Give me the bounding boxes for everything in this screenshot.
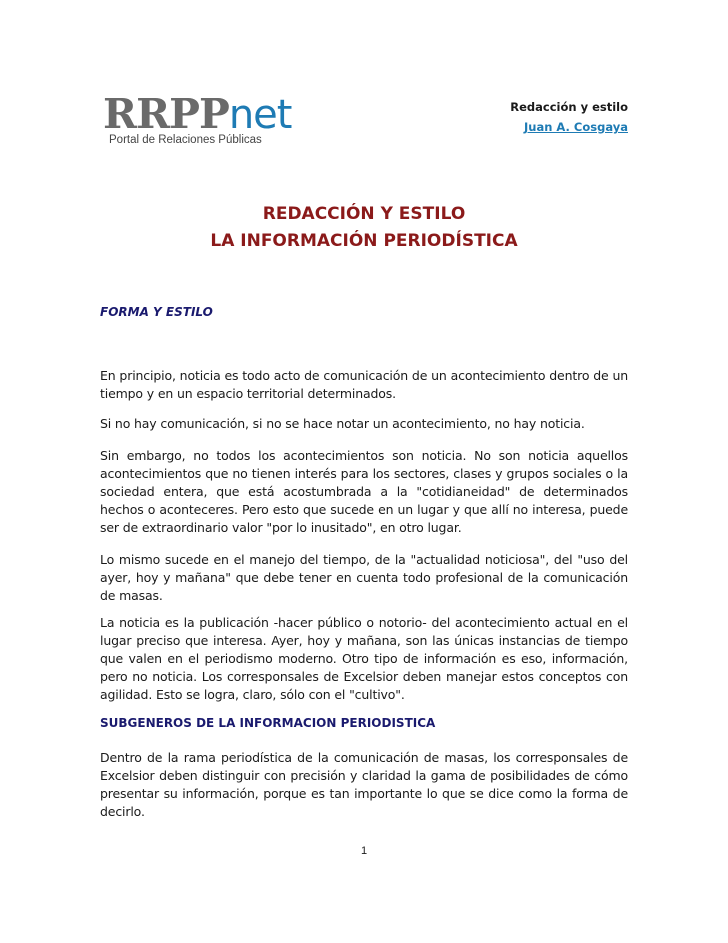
logo-word-accent: net: [228, 92, 292, 138]
paragraph: En principio, noticia es todo acto de comunicación de un acontecimiento dentro de un tiempo y en un espacio territorial determinados.: [100, 368, 628, 401]
logo-tagline: Portal de Relaciones Públicas: [109, 134, 262, 146]
logo-wordmark: [103, 90, 292, 138]
rrppnet-logo: [103, 90, 292, 150]
header-author-link[interactable]: Juan A. Cosgaya: [524, 120, 628, 134]
paragraph: Sin embargo, no todos los acontecimientos son noticia. No son noticia aquellos acontecimientos que no tienen interés para los sectores, clases y grupos sociales o la sociedad entera, que está acostumbrada a la "cotidianeidad" de determinados hechos o aconteceres. Pero esto que sucede en un lugar y que allí no interesa, puede ser de extraordinario valor "por lo inusitado", en otro lugar.: [100, 448, 628, 535]
header-doc-title: Redacción y estilo: [510, 100, 628, 114]
logo-word-main: RRPP: [103, 90, 229, 138]
paragraph: Lo mismo sucede en el manejo del tiempo, de la "actualidad noticiosa", del "uso del ayer, hoy y mañana" que debe tener en cuenta todo profesional de la comunicación de masas.: [100, 552, 628, 603]
paragraph: Dentro de la rama periodística de la comunicación de masas, los corresponsales de Excelsior deben distinguir con precisión y claridad la gama de posibilidades de cómo presentar su información, porque es tan importante lo que se dice como la forma de decirlo.: [100, 750, 628, 819]
document-subtitle: LA INFORMACIÓN PERIODÍSTICA: [210, 231, 518, 251]
section-heading-forma: FORMA Y ESTILO: [100, 305, 213, 319]
document-title: REDACCIÓN Y ESTILO: [262, 204, 466, 224]
paragraph: La noticia es la publicación -hacer público o notorio- del acontecimiento actual en el lugar preciso que interesa. Ayer, hoy y mañana, son las únicas instancias de tiempo que valen en el periodismo moderno. Otro tipo de información es eso, información, pero no noticia. Los corresponsales de Excelsior deben manejar estos conceptos con agilidad. Esto se logra, claro, sólo con el "cultivo".: [100, 615, 628, 702]
section-heading-subgeneros: SUBGENEROS DE LA INFORMACION PERIODISTICA: [100, 716, 436, 730]
paragraph: Si no hay comunicación, si no se hace notar un acontecimiento, no hay noticia.: [100, 416, 585, 431]
page-number: 1: [360, 845, 368, 857]
